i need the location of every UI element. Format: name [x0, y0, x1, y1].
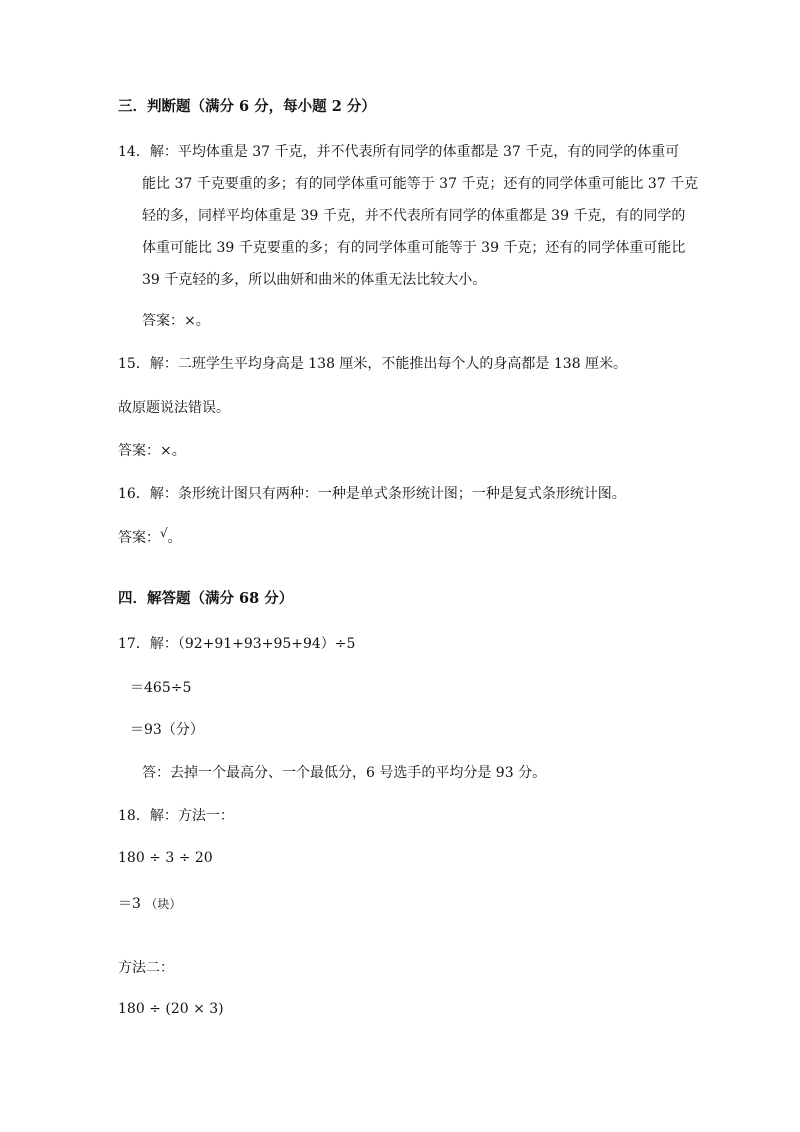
- q18-result-1-value: ＝3: [118, 896, 141, 912]
- q14-line-1: 14．解：平均体重是 37 千克，并不代表所有同学的体重都是 37 千克，有的同学的体重可: [118, 144, 680, 160]
- q17-line-3: ＝93（分）: [130, 722, 204, 738]
- q17-line-2: ＝465÷5: [130, 680, 192, 696]
- q15-line: 15．解：二班学生平均身高是 138 厘米，不能推出每个人的身高都是 138 厘米。: [118, 356, 628, 372]
- section-4-heading: 四．解答题（满分 68 分）: [118, 590, 294, 607]
- q14-line-3: 轻的多，同样平均体重是 39 千克，并不代表所有同学的体重都是 39 千克，有的同学的: [142, 208, 686, 224]
- q15-answer-end: 。: [171, 443, 186, 459]
- q16-answer-label: 答案：: [118, 530, 160, 546]
- q17-answer: 答：去掉一个最高分、一个最低分，6 号选手的平均分是 93 分。: [142, 765, 547, 781]
- q18-result-1-unit: （块）: [145, 897, 182, 911]
- q14-line-5: 39 千克轻的多，所以曲妍和曲米的体重无法比较大小。: [142, 272, 487, 288]
- q18-line-1: 18．解：方法一：: [118, 808, 234, 824]
- q14-answer: 答案：×。: [142, 313, 210, 329]
- check-mark: √: [160, 526, 168, 540]
- section-3-heading: 三．判断题（满分 6 分，每小题 2 分）: [118, 98, 376, 115]
- q18-method-2: 方法二：: [118, 960, 174, 976]
- q14-line-4: 体重可能比 39 千克要重的多；有的同学体重可能等于 39 千克；还有的同学体重可能比: [142, 240, 686, 256]
- q16-answer-end: 。: [167, 530, 182, 546]
- q18-expression-1: 180 ÷ 3 ÷ 20: [118, 850, 213, 866]
- q14-line-2: 能比 37 千克要重的多；有的同学体重可能等于 37 千克；还有的同学体重可能比 37 千克: [142, 176, 699, 192]
- q15-answer-label: 答案：: [118, 443, 160, 459]
- q15-conclusion: 故原题说法错误。: [118, 400, 230, 416]
- q18-result-1: [118, 894, 181, 914]
- q15-answer: [118, 441, 186, 461]
- q16-answer: [118, 528, 182, 548]
- q16-line: 16．解：条形统计图只有两种：一种是单式条形统计图；一种是复式条形统计图。: [118, 486, 626, 502]
- q17-line-1: 17．解：（92+91+93+95+94）÷5: [118, 636, 356, 652]
- q18-expression-2: 180 ÷ (20 × 3): [118, 1001, 224, 1017]
- cross-mark: ×: [160, 443, 172, 459]
